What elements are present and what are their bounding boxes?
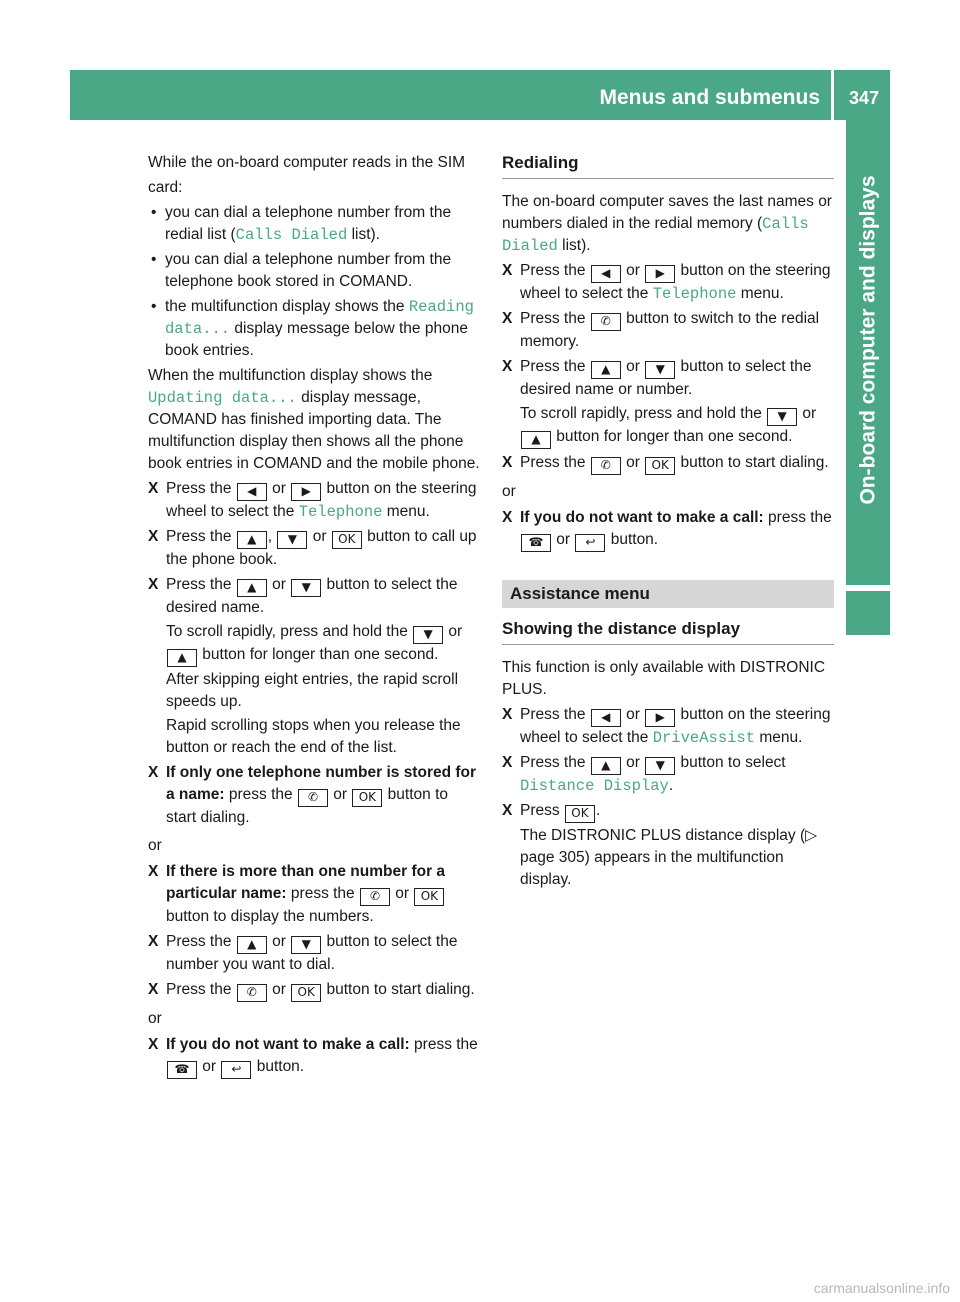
ok-icon: OK bbox=[645, 457, 675, 475]
step: X Press the ◀ or ▶ button on the steering wheel to select the Telephone menu. bbox=[148, 480, 477, 521]
step: X Press the ▲ or ▼ button to select Distance Display. bbox=[502, 754, 786, 795]
phone-icon: ✆ bbox=[591, 457, 621, 475]
step: X If you do not want to make a call: press the ☎ or ↩ button. bbox=[502, 507, 834, 552]
hang-up-icon: ☎ bbox=[521, 534, 551, 552]
ok-icon: OK bbox=[332, 531, 362, 549]
up-arrow-icon: ▲ bbox=[237, 936, 267, 954]
footer-watermark: carmanualsonline.info bbox=[813, 1280, 950, 1296]
step: X Press OK . The DISTRONIC PLUS distance display (▷ page 305) appears in the multifunction display. bbox=[502, 802, 818, 888]
down-arrow-icon: ▼ bbox=[645, 361, 675, 379]
step: X Press the ✆ button to switch to the redial memory. bbox=[502, 310, 820, 350]
step: X If you do not want to make a call: press the ☎ or ↩ button. bbox=[148, 1034, 482, 1079]
step: X Press the ✆ or OK button to start dialing. bbox=[502, 452, 834, 475]
down-arrow-icon: ▼ bbox=[645, 757, 675, 775]
right-arrow-icon: ▶ bbox=[645, 709, 675, 727]
step: X Press the ✆ or OK button to start dialing. bbox=[148, 979, 482, 1002]
page-title: Menus and submenus bbox=[599, 86, 820, 109]
right-column bbox=[502, 152, 834, 894]
down-arrow-icon: ▼ bbox=[277, 531, 307, 549]
step: X Press the ▲ or ▼ button to select the number you want to dial. bbox=[148, 933, 458, 973]
down-arrow-icon: ▼ bbox=[767, 408, 797, 426]
up-arrow-icon: ▲ bbox=[591, 361, 621, 379]
paragraph: When the multifunction display shows the Updating data... display message, COMAND has finished importing data. The multifunction display then shows all the phone book entries in COMAND and the mobile phone. bbox=[148, 367, 480, 472]
back-icon: ↩ bbox=[575, 534, 605, 552]
back-icon: ↩ bbox=[221, 1061, 251, 1079]
section-title-distance: Showing the distance display bbox=[502, 618, 834, 645]
paragraph: This function is only available with DISTRONIC PLUS. bbox=[502, 659, 826, 698]
step: X Press the ◀ or ▶ button on the steering wheel to select the DriveAssist menu. bbox=[502, 706, 831, 747]
list-item: • the multifunction display shows the Reading data... display message below the phone book entries. bbox=[148, 296, 482, 362]
or-text: or bbox=[502, 483, 516, 500]
phone-icon: ✆ bbox=[237, 984, 267, 1002]
paragraph: The on-board computer saves the last names or numbers dialed in the redial memory (Calls Dialed list). bbox=[502, 193, 832, 255]
page-ref-arrow-icon: ▷ bbox=[805, 827, 818, 844]
side-tab bbox=[846, 120, 890, 585]
list-item: • you can dial a telephone number from the telephone book stored in COMAND. bbox=[148, 249, 482, 293]
phone-icon: ✆ bbox=[360, 888, 390, 906]
up-arrow-icon: ▲ bbox=[237, 579, 267, 597]
down-arrow-icon: ▼ bbox=[291, 579, 321, 597]
up-arrow-icon: ▲ bbox=[167, 649, 197, 667]
up-arrow-icon: ▲ bbox=[521, 431, 551, 449]
intro-line-1: While the on-board computer reads in the SIM bbox=[148, 154, 466, 171]
hang-up-icon: ☎ bbox=[167, 1061, 197, 1079]
side-tab-label: On-board computer and displays bbox=[856, 175, 880, 505]
step: X Press the ▲ or ▼ button to select the desired name or number. To scroll rapidly, press and hold the ▼ or ▲ button for longer than one second. bbox=[502, 356, 834, 449]
section-title-redialing: Redialing bbox=[502, 152, 834, 179]
up-arrow-icon: ▲ bbox=[237, 531, 267, 549]
left-column bbox=[148, 152, 482, 1082]
ok-icon: OK bbox=[565, 805, 595, 823]
phone-icon: ✆ bbox=[298, 789, 328, 807]
left-arrow-icon: ◀ bbox=[591, 265, 621, 283]
phone-icon: ✆ bbox=[591, 313, 621, 331]
step: X If only one telephone number is stored for a name: press the ✆ or OK button to start dialing. bbox=[148, 764, 477, 826]
left-arrow-icon: ◀ bbox=[591, 709, 621, 727]
section-title-assistance: Assistance menu bbox=[502, 580, 834, 608]
ok-icon: OK bbox=[414, 888, 444, 906]
up-arrow-icon: ▲ bbox=[591, 757, 621, 775]
or-text: or bbox=[148, 1010, 162, 1027]
step: X Press the ▲ or ▼ button to select the desired name. To scroll rapidly, press and hold the ▼ or ▲ button for longer than one second. After skipping eight entries, the rapid scroll speeds up. Rapid scrolling stops when you release the button or reach the end of the list. bbox=[148, 576, 463, 756]
step: X If there is more than one number for a particular name: press the ✆ or OK button to display the numbers. bbox=[148, 863, 446, 925]
intro-line-2: card: bbox=[148, 179, 183, 196]
page-number: 347 bbox=[848, 88, 880, 108]
ok-icon: OK bbox=[291, 984, 321, 1002]
side-marker bbox=[846, 591, 890, 635]
down-arrow-icon: ▼ bbox=[413, 626, 443, 644]
left-arrow-icon: ◀ bbox=[237, 483, 267, 501]
right-arrow-icon: ▶ bbox=[645, 265, 675, 283]
down-arrow-icon: ▼ bbox=[291, 936, 321, 954]
header-divider bbox=[831, 70, 834, 120]
or-text: or bbox=[148, 837, 162, 854]
right-arrow-icon: ▶ bbox=[291, 483, 321, 501]
ok-icon: OK bbox=[352, 789, 382, 807]
step: X Press the ▲ , ▼ or OK button to call up the phone book. bbox=[148, 528, 477, 568]
list-item: • you can dial a telephone number from the redial list (Calls Dialed list). bbox=[148, 202, 482, 246]
step: X Press the ◀ or ▶ button on the steering wheel to select the Telephone menu. bbox=[502, 262, 831, 303]
